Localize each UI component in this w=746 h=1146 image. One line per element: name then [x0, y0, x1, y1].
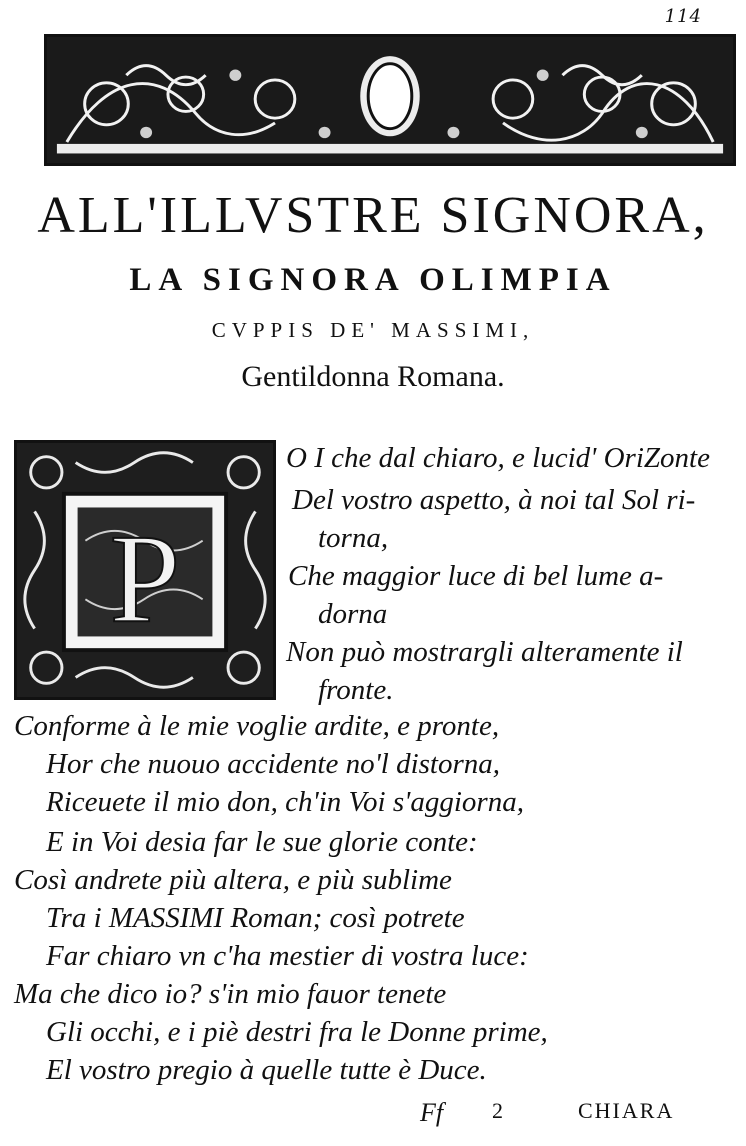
poem-line: O I che dal chiaro, e lucid' OriZonte — [286, 442, 710, 474]
poem-line: Del vostro aspetto, à noi tal Sol ri- — [292, 484, 696, 516]
poem-line: Hor che nuouo accidente no'l distorna, — [46, 748, 501, 780]
decorated-initial — [14, 440, 276, 700]
poem-line: Conforme à le mie voglie ardite, e pronte, — [14, 710, 500, 742]
ornamental-headpiece — [44, 34, 736, 166]
poem-line: fronte. — [318, 674, 394, 706]
title-line-4: Gentildonna Romana. — [241, 360, 505, 393]
title-line-2: LA SIGNORA OLIMPIA — [129, 262, 617, 298]
catchword: CHIARA — [578, 1098, 675, 1123]
signature-number: 2 — [492, 1098, 503, 1123]
poem-line: dorna — [318, 598, 388, 630]
poem-line: Riceuete il mio don, ch'in Voi s'aggiorna, — [46, 786, 524, 818]
poem-line: Gli occhi, e i piè destri fra le Donne prime, — [46, 1016, 548, 1048]
dropcap-letter: P — [109, 508, 181, 649]
poem-line: Non può mostrargli alteramente il — [286, 636, 683, 668]
poem-line: Tra i MASSIMI Roman; così potrete — [46, 902, 465, 934]
poem-line: E in Voi desia far le sue glorie conte: — [46, 826, 478, 858]
title-line-3: CVPPIS DE' MASSIMI, — [211, 318, 535, 342]
poem-line: El vostro pregio à quelle tutte è Duce. — [46, 1054, 487, 1086]
poem-line: Far chiaro vn c'ha mestier di vostra luce: — [46, 940, 529, 972]
poem-line: Che maggior luce di bel lume a- — [288, 560, 664, 592]
title-line-1: ALL'ILLVSTRE SIGNORA, — [37, 187, 709, 244]
page-number: 114 — [664, 6, 702, 27]
signature-mark: Ff — [420, 1098, 444, 1127]
poem-line: Così andrete più altera, e più sublime — [14, 864, 452, 896]
poem-line: Ma che dico io? s'in mio fauor tenete — [14, 978, 447, 1010]
poem-line: torna, — [318, 522, 389, 554]
